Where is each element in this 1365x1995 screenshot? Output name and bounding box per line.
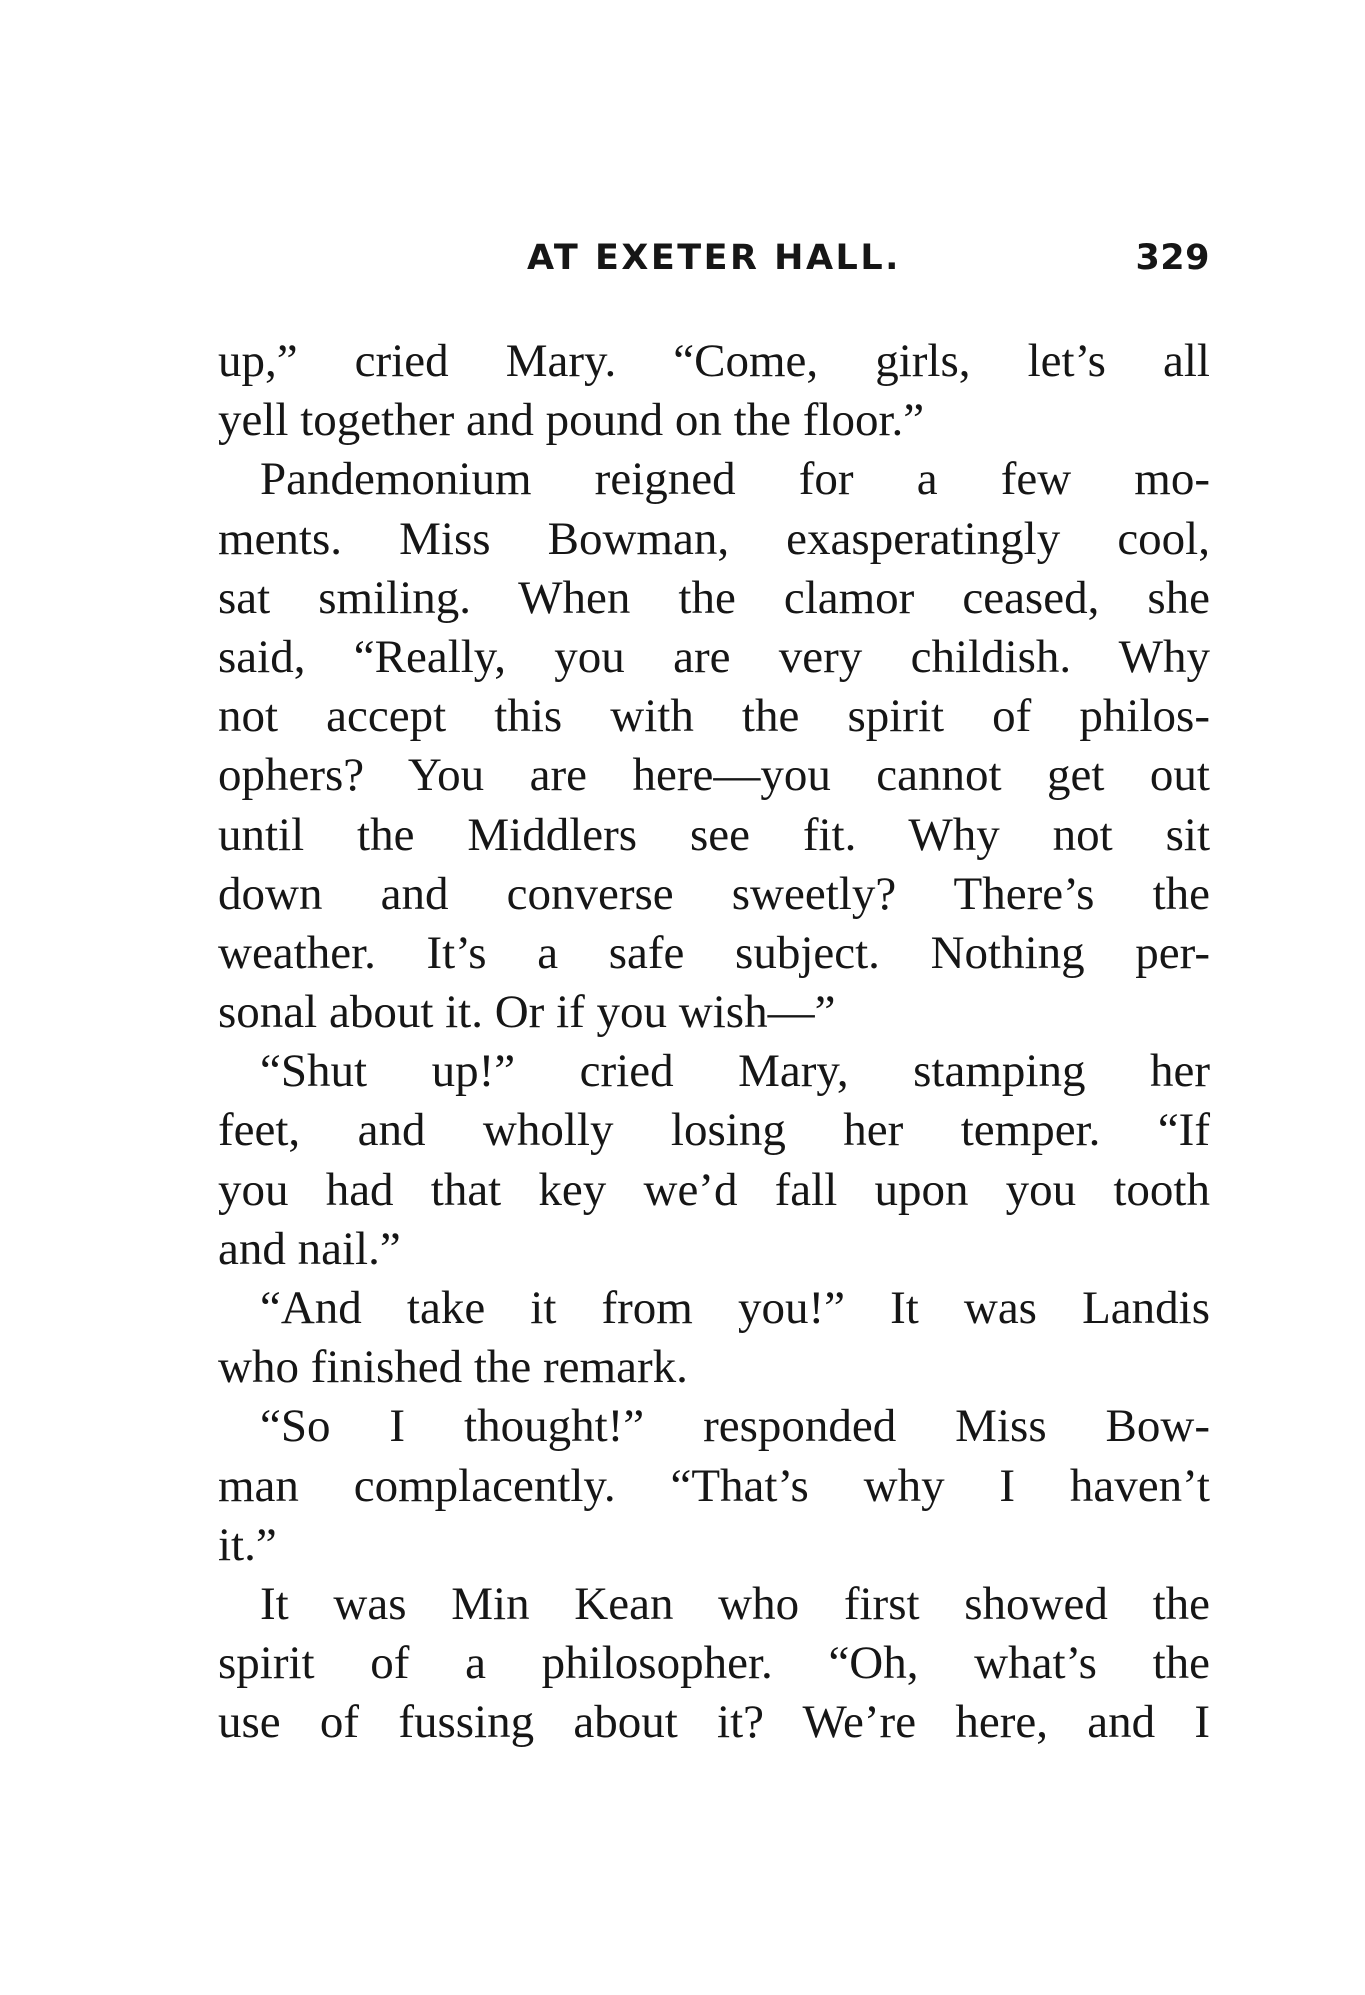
text-line: down and converse sweetly? There’s the: [218, 867, 1210, 920]
text-line: who finished the remark.: [218, 1341, 688, 1394]
page-number: 329: [1135, 238, 1210, 278]
body-text: [218, 332, 1210, 1753]
text-line: “And take it from you!” It was Landis: [260, 1282, 1210, 1334]
text-line: ophers? You are here—you cannot get out: [218, 749, 1210, 802]
text-line: feet, and wholly losing her temper. “If: [218, 1104, 1210, 1157]
text-line: said, “Really, you are very childish. Why: [218, 630, 1210, 683]
text-line: It was Min Kean who first showed the: [260, 1577, 1210, 1630]
text-line: “Shut up!” cried Mary, stamping her: [260, 1045, 1210, 1098]
chapter-title: AT EXETER HALL.: [527, 238, 901, 278]
text-line: spirit of a philosopher. “Oh, what’s the: [218, 1637, 1210, 1690]
text-line: man complacently. “That’s why I haven’t: [218, 1459, 1210, 1512]
text-line: Pandemonium reigned for a few mo-: [260, 453, 1210, 506]
text-line: “So I thought!” responded Miss Bow-: [260, 1400, 1210, 1453]
text-line: it.”: [218, 1518, 277, 1571]
text-line: not accept this with the spirit of philos-: [218, 690, 1210, 743]
text-line: until the Middlers see fit. Why not sit: [218, 808, 1210, 861]
text-line: up,” cried Mary. “Come, girls, let’s all: [218, 335, 1210, 387]
text-line: sat smiling. When the clamor ceased, she: [218, 571, 1210, 624]
text-line: sonal about it. Or if you wish—”: [218, 986, 836, 1039]
text-line: ments. Miss Bowman, exasperatingly cool,: [218, 512, 1210, 565]
text-line: and nail.”: [218, 1222, 401, 1275]
text-line: you had that key we’d fall upon you tooth: [218, 1163, 1210, 1216]
running-head: [218, 238, 1210, 286]
text-line: weather. It’s a safe subject. Nothing per-: [218, 926, 1210, 979]
text-line: yell together and pound on the floor.”: [218, 394, 925, 447]
text-line: use of fussing about it? We’re here, and I: [218, 1696, 1210, 1749]
